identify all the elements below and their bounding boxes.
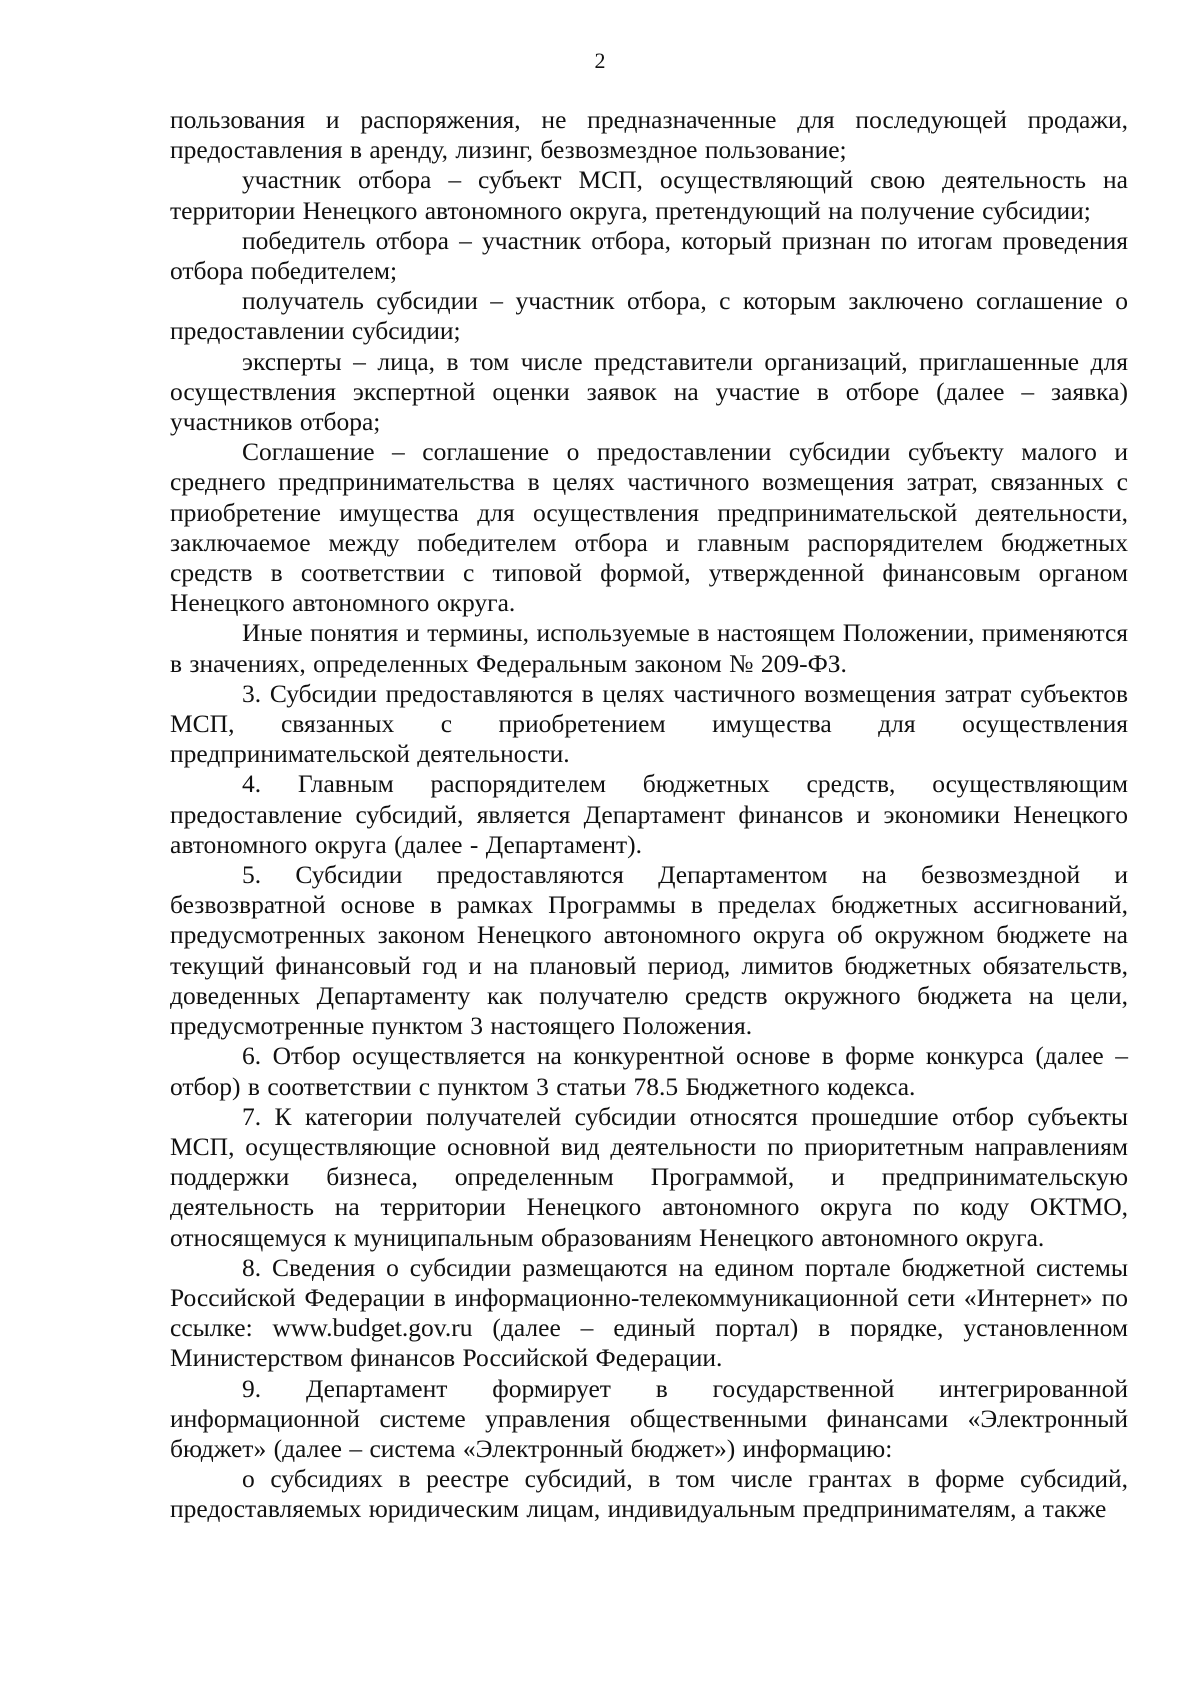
paragraph: 4. Главным распорядителем бюджетных средств, осуществляющим предоставление субсидий, является Департамент финансов и экономики Ненецкого автономного округа (далее - Департамент). [170,769,1128,859]
paragraph: 3. Субсидии предоставляются в целях частичного возмещения затрат субъектов МСП, связанных с приобретением имущества для осуществления предпринимательской деятельности. [170,678,1128,769]
paragraph: эксперты – лица, в том числе представители организаций, приглашенные для осуществления экспертной оценки заявок на участие в отборе (далее – заявка) участников отбора; [170,346,1128,437]
paragraph: получатель субсидии – участник отбора, с которым заключено соглашение о предоставлении субсидии; [170,286,1128,346]
paragraph: участник отбора – субъект МСП, осуществляющий свою деятельность на территории Ненецкого автономного округа, претендующий на получение субсидии; [170,165,1128,225]
paragraph: 7. К категории получателей субсидии относятся прошедшие отбор субъекты МСП, осуществляющие основной вид деятельности по приоритетным направлениям поддержки бизнеса, определенным Программой, и предпринимательскую деятельность на территории Ненецкого автономного округа по коду ОКТМО, относящемуся к муниципальным образованиям Ненецкого автономного округа. [170,1101,1128,1252]
paragraph: пользования и распоряжения, не предназначенные для последующей продажи, предоставления в аренду, лизинг, безвозмездное пользование; [170,105,1128,165]
page-number: 2 [594,48,606,73]
paragraph: о субсидиях в реестре субсидий, в том числе грантах в форме субсидий, предоставляемых юридическим лицам, индивидуальным предпринимателям, а также [170,1464,1128,1524]
document-body [170,105,1128,1525]
paragraph: 5. Субсидии предоставляются Департаментом на безвозмездной и безвозвратной основе в рамках Программы в пределах бюджетных ассигнований, предусмотренных законом Ненецкого автономного округа об окружном бюджете на текущий финансовый год и на плановый период, лимитов бюджетных обязательств, доведенных Департаменту как получателю средств окружного бюджета на цели, предусмотренные пунктом 3 настоящего Положения. [170,860,1128,1041]
paragraph: Иные понятия и термины, используемые в настоящем Положении, применяются в значениях, определенных Федеральным законом № 209-ФЗ. [170,618,1128,678]
paragraph: Соглашение – соглашение о предоставлении субсидии субъекту малого и среднего предпринимательства в целях частичного возмещения затрат, связанных с приобретение имущества для осуществления предпринимательской деятельности, заключаемое между победителем отбора и главным распорядителем бюджетных средств в соответствии с типовой формой, утвержденной финансовым органом Ненецкого автономного округа. [170,437,1128,618]
paragraph: 8. Сведения о субсидии размещаются на едином портале бюджетной системы Российской Федерации в информационно-телекоммуникационной сети «Интернет» по ссылке: www.budget.gov.ru (далее – единый портал) в порядке, установленном Министерством финансов Российской Федерации. [170,1252,1128,1373]
paragraph: 6. Отбор осуществляется на конкурентной основе в форме конкурса (далее – отбор) в соответствии с пунктом 3 статьи 78.5 Бюджетного кодекса. [170,1041,1128,1101]
paragraph: 9. Департамент формирует в государственной интегрированной информационной системе управления общественными финансами «Электронный бюджет» (далее – система «Электронный бюджет») информацию: [170,1373,1128,1463]
paragraph: победитель отбора – участник отбора, который признан по итогам проведения отбора победителем; [170,225,1128,286]
